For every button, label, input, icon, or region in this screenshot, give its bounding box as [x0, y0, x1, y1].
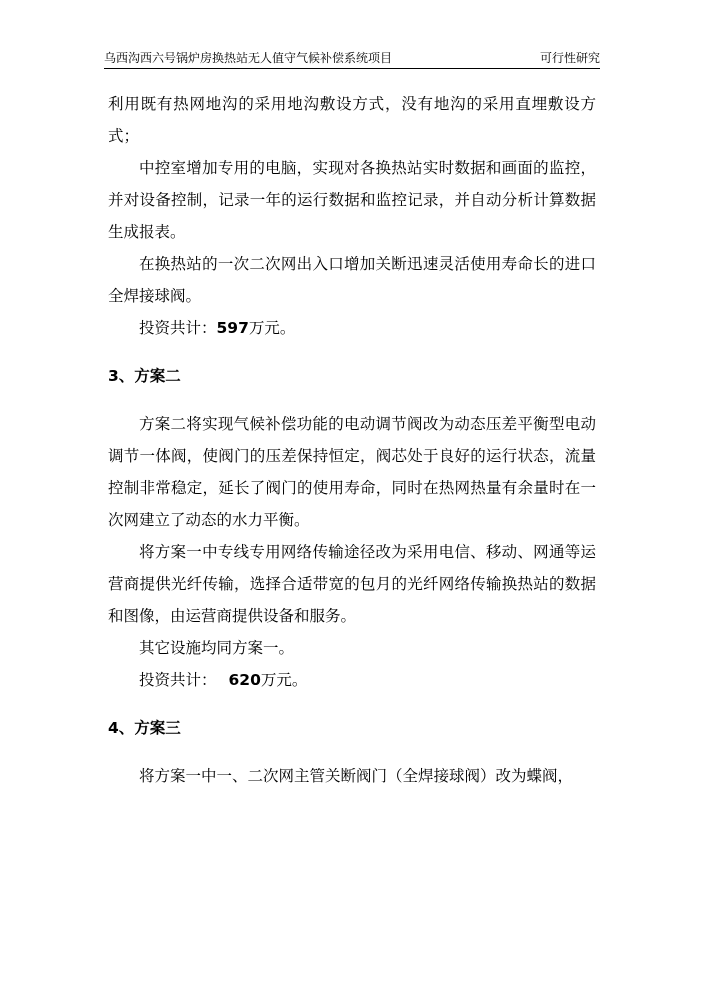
- investment-unit: 万元。: [260, 671, 308, 689]
- investment-amount: 620: [228, 671, 261, 689]
- paragraph-laying-method: 利用既有热网地沟的采用地沟敷设方式，没有地沟的采用直埋敷设方式；: [108, 95, 596, 145]
- section-heading-plan-3: 4、方案三: [108, 719, 181, 737]
- paragraph-investment-1: [108, 312, 596, 344]
- header-doc-type: 可行性研究: [539, 51, 600, 65]
- paragraph-control-room: 中控室增加专用的电脑，实现对各换热站实时数据和画面的监控，并对设备控制，记录一年的运行数据和监控记录，并自动分析计算数据生成报表。: [108, 159, 596, 241]
- paragraph-plan-3-valve: 将方案一中一、二次网主管关断阀门（全焊接球阀）改为蝶阀，: [139, 767, 574, 785]
- header-project-title: 乌西沟西六号锅炉房换热站无人值守气候补偿系统项目: [104, 51, 393, 65]
- section-heading-plan-2: 3、方案二: [108, 367, 181, 385]
- investment-unit: 万元。: [248, 319, 296, 337]
- investment-label: 投资共计：: [139, 319, 217, 337]
- page-header: [104, 48, 600, 69]
- paragraph-investment-2: [108, 664, 596, 696]
- paragraph-plan-2-valve: 方案二将实现气候补偿功能的电动调节阀改为动态压差平衡型电动调节一体阀，使阀门的压差保持恒定，阀芯处于良好的运行状态，流量控制非常稳定，延长了阀门的使用寿命，同时在热网热量有余量时在一次网建立了动态的水力平衡。: [108, 415, 596, 529]
- paragraph-ball-valve: 在换热站的一次二次网出入口增加关断迅速灵活使用寿命长的进口全焊接球阀。: [108, 255, 596, 305]
- investment-amount: 597: [216, 319, 249, 337]
- investment-label: 投资共计：: [139, 671, 217, 689]
- document-body: [108, 88, 596, 792]
- paragraph-plan-2-network: 将方案一中专线专用网络传输途径改为采用电信、移动、网通等运营商提供光纤传输，选择合适带宽的包月的光纤网络传输换热站的数据和图像，由运营商提供设备和服务。: [108, 543, 596, 625]
- paragraph-plan-2-other: 其它设施均同方案一。: [139, 639, 295, 657]
